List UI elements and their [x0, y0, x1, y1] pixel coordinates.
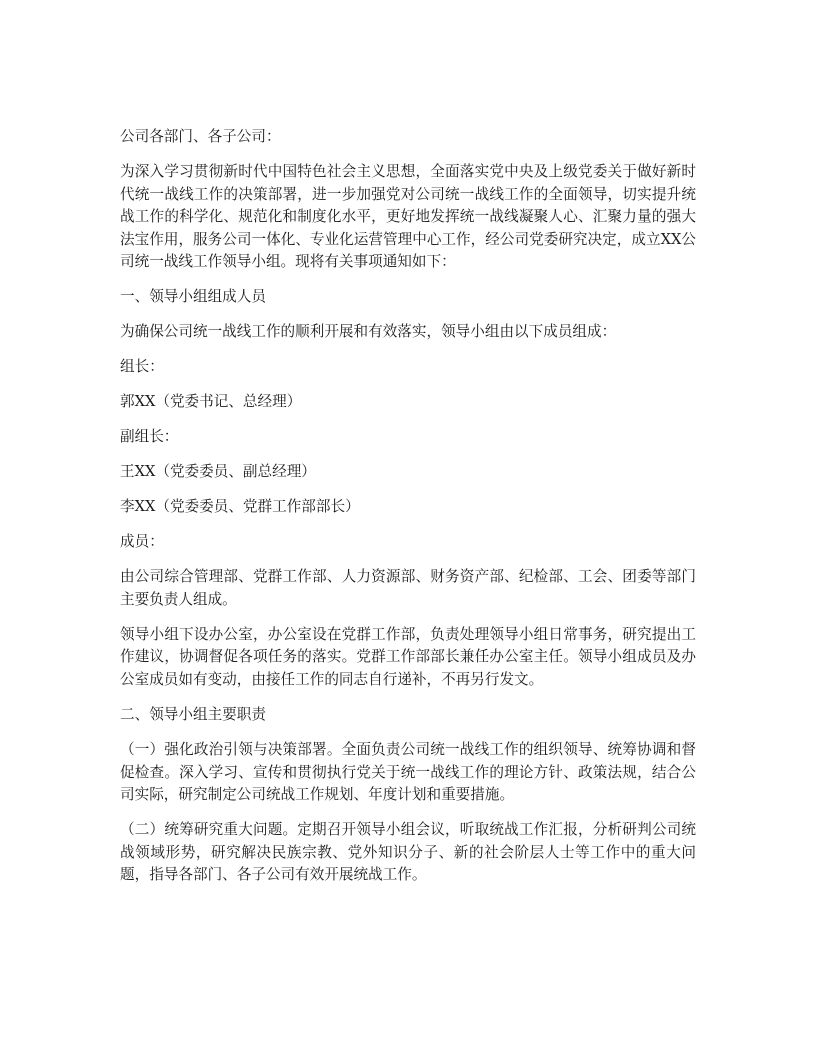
leader-label: 组长： — [120, 358, 164, 376]
members-paragraph: 由公司综合管理部、党群工作部、人力资源部、财务资产部、纪检部、工会、团委等部门主要负责人组成。 — [120, 568, 696, 608]
leader-name: 郭XX（党委书记、总经理） — [120, 393, 302, 411]
section-1-title: 一、领导小组组成人员 — [120, 288, 266, 306]
deputy-name-2: 李XX（党委委员、党群工作部部长） — [120, 498, 360, 516]
document-body — [120, 126, 696, 899]
duty-paragraph-1: （一）强化政治引领与决策部署。全面负责公司统一战线工作的组织领导、统筹协调和督促检查。深入学习、宣传和贯彻执行党关于统一战线工作的理论方针、政策法规，结合公司实际，研究制定公司统战工作规划、年度计划和重要措施。 — [120, 740, 696, 804]
salutation: 公司各部门、各子公司： — [120, 128, 281, 145]
deputy-name-1: 王XX（党委委员、副总经理） — [120, 463, 316, 481]
intro-paragraph: 为深入学习贯彻新时代中国特色社会主义思想，全面落实党中央及上级党委关于做好新时代统一战线工作的决策部署，进一步加强党对公司统一战线工作的全面领导，切实提升统战工作的科学化、规范化和制度化水平，更好地发挥统一战线凝聚人心、汇聚力量的强大法宝作用，服务公司一体化、专业化运营管理中心工作，经公司党委研究决定，成立XX公司统一战线工作领导小组。现将有关事项通知如下： — [120, 162, 696, 271]
duty-paragraph-2: （二）统筹研究重大问题。定期召开领导小组会议，听取统战工作汇报，分析研判公司统战领域形势，研究解决民族宗教、党外知识分子、新的社会阶层人士等工作中的重大问题，指导各部门、各子公司有效开展统战工作。 — [120, 821, 696, 884]
office-paragraph: 领导小组下设办公室，办公室设在党群工作部，负责处理领导小组日常事务，研究提出工作建议，协调督促各项任务的落实。党群工作部部长兼任办公室主任。领导小组成员及办公室成员如有变动，由接任工作的同志自行递补，不再另行发文。 — [120, 625, 696, 688]
deputy-label: 副组长： — [120, 428, 179, 446]
section-2-title: 二、领导小组主要职责 — [120, 705, 266, 723]
members-label: 成员： — [120, 533, 164, 551]
section-1-intro: 为确保公司统一战线工作的顺利开展和有效落实，领导小组由以下成员组成： — [120, 323, 617, 341]
